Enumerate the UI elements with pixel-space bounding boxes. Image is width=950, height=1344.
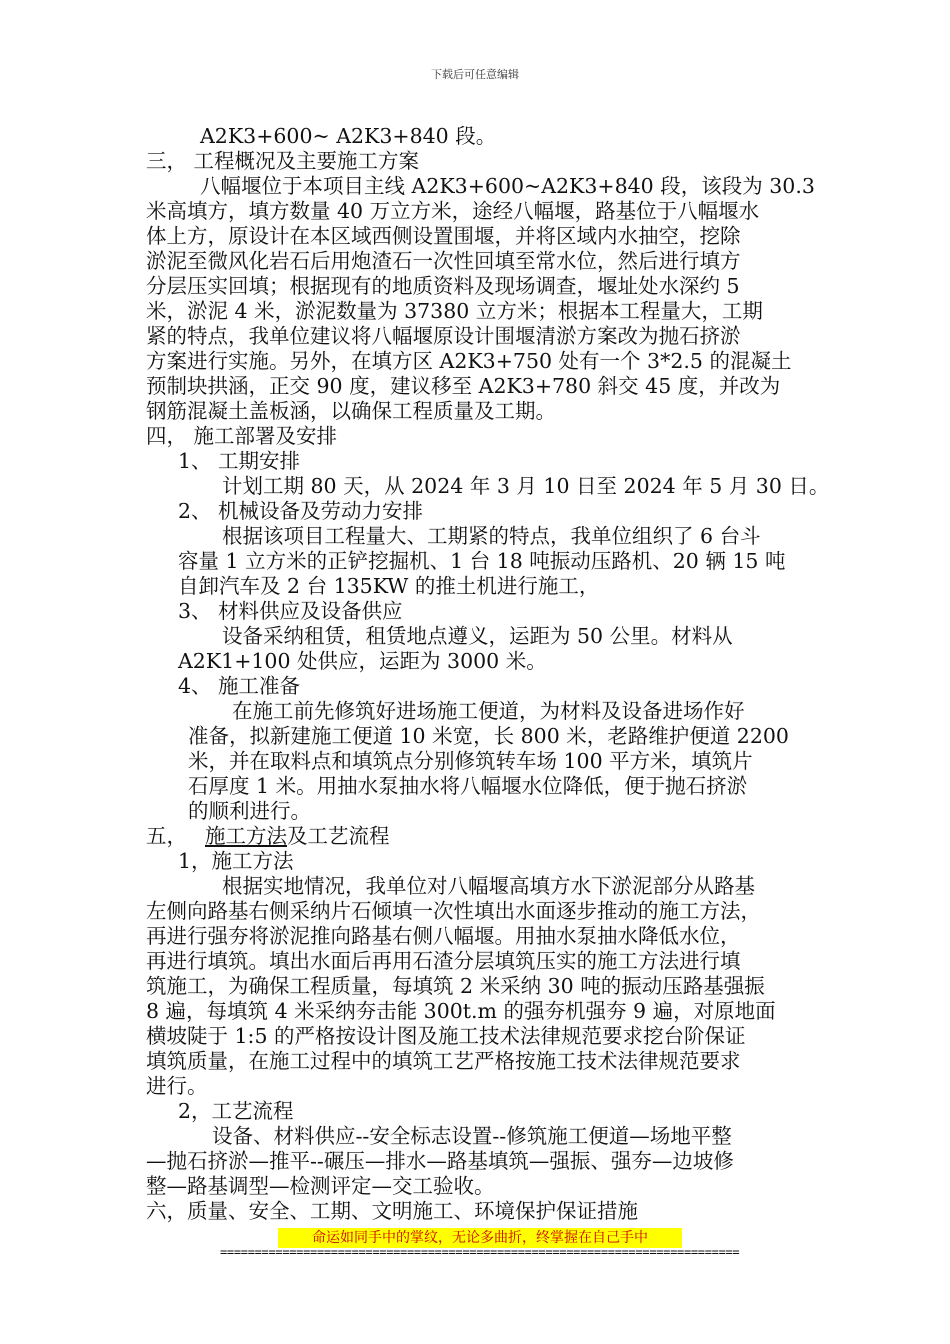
section-heading-5 [146, 824, 390, 849]
page-header: 下载后可任意编辑 [431, 68, 519, 81]
body-line: 8 遍，每填筑 4 米采纳夯击能 300t.m 的强夯机强夯 9 遍，对原地面 [146, 999, 776, 1023]
body-line: 根据该项目工程量大、工期紧的特点，我单位组织了 6 台斗 [222, 524, 761, 548]
body-line: 石厚度 1 米。用抽水泵抽水将八幅堰水位降低，便于抛石挤淤 [188, 774, 748, 798]
body-line: 整—路基调型—检测评定—交工验收。 [146, 1174, 495, 1198]
body-line: 计划工期 80 天，从 2024 年 3 月 10 日至 2024 年 5 月 30 日。 [222, 474, 830, 498]
body-line: 再进行强夯将淤泥推向路基右侧八幅堰。用抽水泵抽水降低水位， [146, 924, 741, 948]
footer-banner: 命运如同手中的掌纹，无论多曲折，终掌握在自己手中 [278, 1228, 682, 1248]
section-heading-6: 六，质量、安全、工期、文明施工、环境保护保证措施 [146, 1199, 638, 1223]
body-line: 根据实地情况，我单位对八幅堰高填方水下淤泥部分从路基 [222, 874, 755, 898]
subheading-4: 4、 施工准备 [178, 674, 301, 698]
body-line: 米，淤泥 4 米，淤泥数量为 37380 立方米；根据本工程量大，工期 [146, 299, 763, 323]
body-line: 淤泥至微风化岩石后用炮渣石一次性回填至常水位，然后进行填方 [146, 249, 741, 273]
body-line: A2K3+600~ A2K3+840 段。 [200, 124, 497, 148]
body-line: 横坡陡于 1:5 的严格按设计图及施工技术法律规范要求挖台阶保证 [146, 1024, 746, 1048]
body-line: 体上方，原设计在本区域西侧设置围堰，并将区域内水抽空，挖除 [146, 224, 741, 248]
body-line: 设备采纳租赁，租赁地点遵义，运距为 50 公里。材料从 [222, 624, 733, 648]
body-line: A2K1+100 处供应，运距为 3000 米。 [178, 649, 547, 673]
body-line: 设备、材料供应--安全标志设置--修筑施工便道—场地平整 [212, 1124, 732, 1148]
body-line: 米，并在取料点和填筑点分别修筑转车场 100 平方米，填筑片 [188, 749, 753, 773]
body-line: 填筑质量，在施工过程中的填筑工艺严格按施工技术法律规范要求 [146, 1049, 741, 1073]
footer-rule: =========================================================================== [220, 1245, 740, 1259]
body-line: 方案进行实施。另外，在填方区 A2K3+750 处有一个 3*2.5 的混凝土 [146, 349, 792, 373]
body-line: 米高填方，填方数量 40 万立方米，途经八幅堰，路基位于八幅堰水 [146, 199, 760, 223]
subheading-3: 3、 材料供应及设备供应 [178, 599, 403, 623]
body-line: 钢筋混凝土盖板涵，以确保工程质量及工期。 [146, 399, 556, 423]
body-line: —抛石挤淤—推平--碾压—排水—路基填筑—强振、强夯—边坡修 [146, 1149, 734, 1173]
underlined-term: 施工方法 [205, 824, 287, 848]
subheading-1: 1、 工期安排 [178, 449, 301, 473]
subheading-process: 2，工艺流程 [178, 1099, 294, 1123]
section-number: 五， [146, 824, 187, 848]
body-line: 筑施工，为确保工程质量，每填筑 2 米采纳 30 吨的振动压路基强振 [146, 974, 765, 998]
body-line: 进行。 [146, 1074, 208, 1098]
section-heading-rest: 及工艺流程 [287, 824, 390, 848]
body-line: 八幅堰位于本项目主线 A2K3+600~A2K3+840 段，该段为 30.3 [200, 174, 815, 198]
body-line: 准备，拟新建施工便道 10 米宽，长 800 米，老路维护便道 2200 [188, 724, 789, 748]
body-line: 预制块拱涵，正交 90 度，建议移至 A2K3+780 斜交 45 度，并改为 [146, 374, 781, 398]
body-line: 容量 1 立方米的正铲挖掘机、1 台 18 吨振动压路机、20 辆 15 吨 [178, 549, 786, 573]
body-line: 分层压实回填；根据现有的地质资料及现场调查，堰址处水深约 5 [146, 274, 740, 298]
section-heading-3: 三， 工程概况及主要施工方案 [146, 149, 420, 173]
section-heading-4: 四， 施工部署及安排 [146, 424, 338, 448]
body-line: 再进行填筑。填出水面后再用石渣分层填筑压实的施工方法进行填 [146, 949, 741, 973]
body-line: 紧的特点，我单位建议将八幅堰原设计围堰清淤方案改为抛石挤淤 [146, 324, 741, 348]
body-line: 左侧向路基右侧采纳片石倾填一次性填出水面逐步推动的施工方法， [146, 899, 761, 923]
subheading-method: 1，施工方法 [178, 849, 294, 873]
subheading-2: 2、 机械设备及劳动力安排 [178, 499, 424, 523]
body-line: 的顺利进行。 [188, 799, 311, 823]
body-line: 自卸汽车及 2 台 135KW 的推土机进行施工， [178, 574, 600, 598]
body-line: 在施工前先修筑好进场施工便道，为材料及设备进场作好 [232, 699, 745, 723]
